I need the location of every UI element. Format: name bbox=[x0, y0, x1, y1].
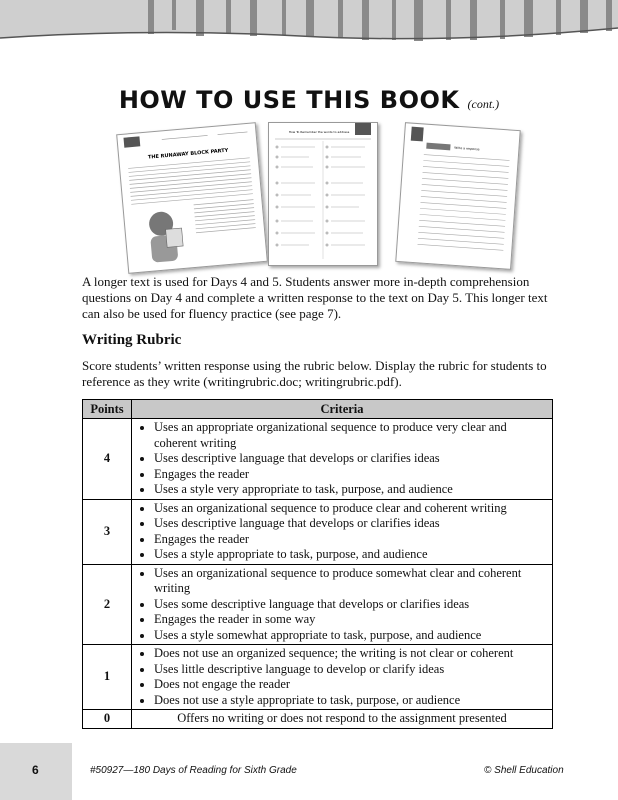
criterion: • Uses a style somewhat appropriate to task, purpose, and audience bbox=[154, 628, 548, 644]
points-cell: 0 bbox=[83, 710, 132, 729]
criterion: • Does not use a style appropriate to task, purpose, or audience bbox=[154, 693, 548, 709]
table-header-row bbox=[83, 400, 553, 419]
rubric-intro: Score students’ written response using the rubric below. Display the rubric for students to reference as they write (writingrubric.doc; writingrubric.pdf). bbox=[82, 358, 547, 389]
sample-pages bbox=[0, 118, 618, 276]
criteria-cell bbox=[132, 564, 553, 645]
top-banner bbox=[0, 0, 618, 50]
page-number: 6 bbox=[32, 763, 39, 777]
table-row bbox=[83, 710, 553, 729]
criterion: • Does not engage the reader bbox=[154, 677, 548, 693]
column-header-criteria: Criteria bbox=[132, 400, 553, 419]
criterion: • Uses descriptive language that develops or clarifies ideas bbox=[154, 451, 548, 467]
criterion: • Uses an appropriate organizational sequence to produce very clear and coherent writing bbox=[154, 420, 548, 451]
criterion: • Engages the reader bbox=[154, 467, 548, 483]
footer-book-title: #50927—180 Days of Reading for Sixth Grade bbox=[90, 765, 297, 776]
points-cell: 4 bbox=[83, 419, 132, 500]
criterion: • Uses an organizational sequence to produce clear and coherent writing bbox=[154, 501, 548, 517]
writing-rubric-table bbox=[82, 399, 553, 729]
points-cell: 3 bbox=[83, 499, 132, 564]
criterion: • Does not use an organized sequence; the writing is not clear or coherent bbox=[154, 646, 548, 662]
table-row bbox=[83, 419, 553, 500]
table-row bbox=[83, 499, 553, 564]
criteria-cell bbox=[132, 645, 553, 710]
footer-publisher: © Shell Education bbox=[484, 765, 564, 776]
criteria-cell bbox=[132, 419, 553, 500]
sample-page-day4-questions bbox=[268, 122, 378, 266]
criterion: • Uses a style appropriate to task, purpose, and audience bbox=[154, 547, 548, 563]
criterion: • Uses descriptive language that develops or clarifies ideas bbox=[154, 516, 548, 532]
sample-heading: Write a response bbox=[454, 145, 480, 152]
page-title bbox=[0, 86, 618, 114]
criterion: • Uses a style very appropriate to task, purpose, and audience bbox=[154, 482, 548, 498]
points-cell: 2 bbox=[83, 564, 132, 645]
sample-heading: THE RUNAWAY BLOCK PARTY bbox=[147, 147, 229, 161]
criterion: • Engages the reader bbox=[154, 532, 548, 548]
criteria-cell: Offers no writing or does not respond to the assignment presented bbox=[132, 710, 553, 729]
sample-page-day5-response bbox=[395, 122, 520, 270]
title-main: HOW TO USE THIS BOOK bbox=[118, 86, 460, 114]
intro-paragraph: A longer text is used for Days 4 and 5. Students answer more in-depth comprehension questions on Day 4 and complete a written response to the text on Day 5. This longer text can also be used for fluency practice (see page 7). bbox=[82, 274, 548, 321]
criterion: • Uses little descriptive language to develop or clarify ideas bbox=[154, 662, 548, 678]
sample-heading: How To Remember the words to address bbox=[288, 130, 350, 134]
points-cell: 1 bbox=[83, 645, 132, 710]
table-row bbox=[83, 645, 553, 710]
sample-page-day4-text bbox=[116, 122, 268, 274]
title-suffix: (cont.) bbox=[467, 97, 500, 111]
section-heading: Writing Rubric bbox=[82, 332, 182, 348]
criterion: • Uses an organizational sequence to produce somewhat clear and coherent writing bbox=[154, 566, 548, 597]
criterion: • Uses some descriptive language that develops or clarifies ideas bbox=[154, 597, 548, 613]
criteria-cell bbox=[132, 499, 553, 564]
table-row bbox=[83, 564, 553, 645]
column-header-points: Points bbox=[83, 400, 132, 419]
criterion: • Engages the reader in some way bbox=[154, 612, 548, 628]
